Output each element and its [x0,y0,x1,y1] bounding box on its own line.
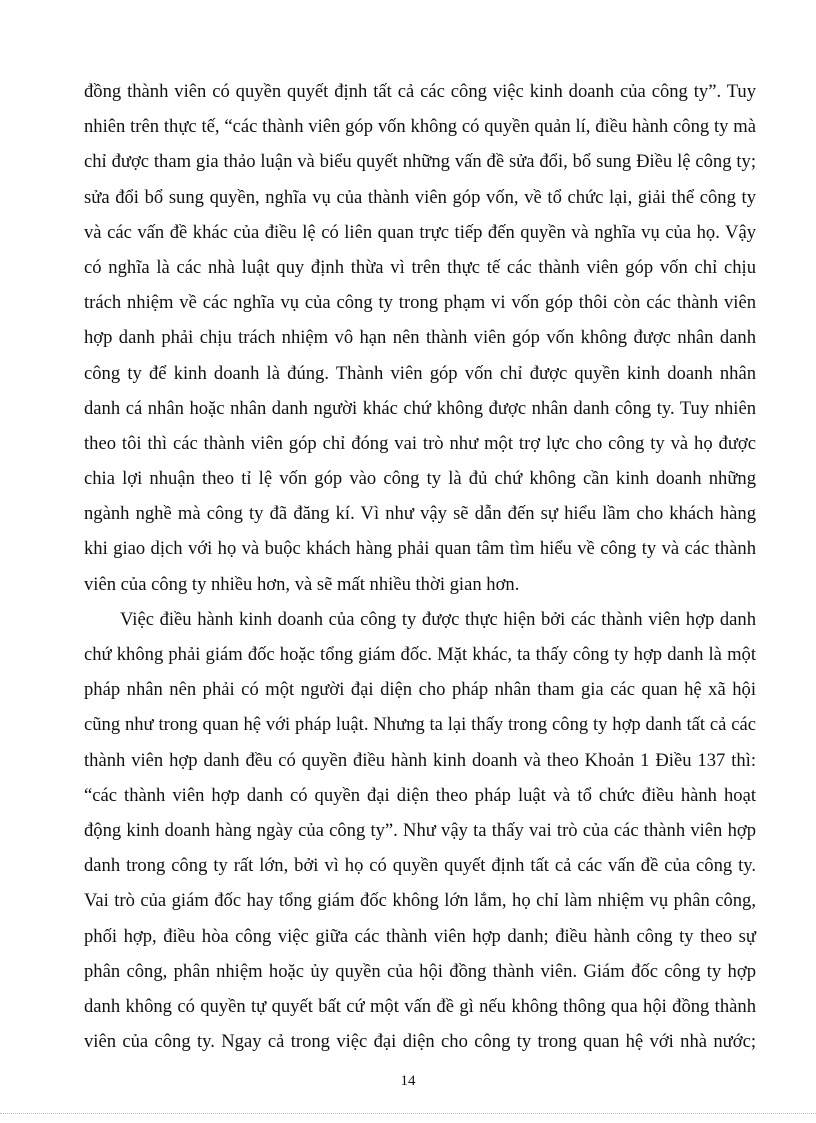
text-line: sửa đổi bổ sung quyền, nghĩa vụ của thành viên góp vốn, về tổ chức lại, giải thể công ty [84,186,756,208]
text-line: trách nhiệm về các nghĩa vụ của công ty trong phạm vi vốn góp thôi còn các thành viên [84,292,756,314]
text-line: Việc điều hành kinh doanh của công ty được thực hiện bởi các thành viên hợp danh [120,608,756,630]
text-line: phân công, phân nhiệm hoặc ủy quyền của hội đồng thành viên. Giám đốc công ty hợp [84,960,756,982]
text-line: theo tôi thì các thành viên góp chỉ đóng vai trò như một trợ lực cho công ty và họ được [84,432,756,454]
text-line: Vai trò của giám đốc hay tổng giám đốc không lớn lắm, họ chỉ làm nhiệm vụ phân công, [84,890,756,912]
text-line: phối hợp, điều hòa công việc giữa các thành viên hợp danh; điều hành công ty theo sự [84,925,756,947]
text-line: đồng thành viên có quyền quyết định tất cả các công việc kinh doanh của công ty”. Tuy [84,81,756,102]
paragraph-1 [84,74,756,602]
text-line: “các thành viên hợp danh có quyền đại diện theo pháp luật và tổ chức điều hành hoạt [84,784,756,806]
text-line: nhiên trên thực tế, “các thành viên góp vốn không có quyền quản lí, điều hành công ty mà [84,116,756,138]
text-line: cũng như trong quan hệ với pháp luật. Nhưng ta lại thấy trong công ty hợp danh tất cả các [84,714,756,736]
document-body [84,74,756,1059]
text-line: danh không có quyền tự quyết bất cứ một vấn đề gì nếu không thông qua hội đồng thành [84,995,756,1017]
text-line: có nghĩa là các nhà luật quy định thừa vì trên thực tế các thành viên góp vốn chỉ chịu [84,256,756,278]
text-line: viên của công ty. Ngay cả trong việc đại diện cho công ty trong quan hệ với nhà nước; [84,1031,756,1053]
text-line: ngành nghề mà công ty đã đăng kí. Vì như vậy sẽ dẫn đến sự hiểu lầm cho khách hàng [84,503,756,525]
text-line: danh cá nhân hoặc nhân danh người khác chứ không được nhân danh công ty. Tuy nhiên [84,397,756,419]
text-line: động kinh doanh hàng ngày của công ty”. Như vậy ta thấy vai trò của các thành viên hợp [84,819,756,841]
text-line: và các vấn đề khác của điều lệ có liên quan trực tiếp đến quyền và nghĩa vụ của họ. Vậy [84,221,756,243]
text-line: chia lợi nhuận theo tỉ lệ vốn góp vào công ty là đủ chứ không cần kinh doanh những [84,468,756,490]
text-line: công ty để kinh doanh là đúng. Thành viên góp vốn chỉ được quyền kinh doanh nhân [84,362,756,384]
text-line: danh trong công ty rất lớn, bởi vì họ có quyền quyết định tất cả các vấn đề của công ty. [84,855,756,877]
page-number: 14 [400,1073,416,1089]
text-line: pháp nhân nên phải có một người đại diện cho pháp nhân tham gia các quan hệ xã hội [84,679,756,701]
page-bottom-divider [0,1113,816,1114]
text-line: thành viên hợp danh đều có quyền điều hành kinh doanh và theo Khoản 1 Điều 137 thì: [84,749,756,771]
text-line: khi giao dịch với họ và buộc khách hàng phải quan tâm tìm hiểu về công ty và các thành [84,538,756,560]
text-line: hợp danh phải chịu trách nhiệm vô hạn nên thành viên góp vốn không được nhân danh [84,327,756,349]
paragraph-2 [84,602,756,1059]
text-line: chỉ được tham gia thảo luận và biểu quyết những vấn đề sửa đổi, bổ sung Điều lệ công ty; [84,151,756,173]
text-line: chứ không phải giám đốc hoặc tổng giám đốc. Mặt khác, ta thấy công ty hợp danh là một [84,644,756,665]
text-line: viên của công ty nhiều hơn, và sẽ mất nhiều thời gian hơn. [84,573,520,595]
